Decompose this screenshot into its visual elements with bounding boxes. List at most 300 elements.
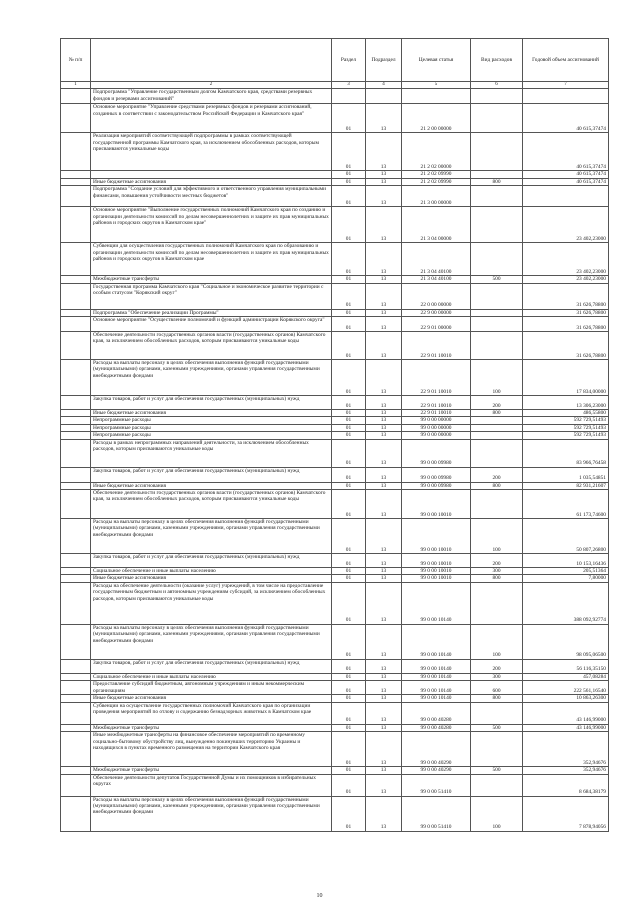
table-row xyxy=(61,659,609,673)
table-row xyxy=(61,133,609,171)
row-podrazdel: 13 xyxy=(366,659,402,673)
table-row xyxy=(61,439,609,467)
row-podrazdel: 13 xyxy=(366,681,402,695)
row-expense-type: 800 xyxy=(471,575,523,582)
row-sum: 31 626,78800 xyxy=(523,332,609,360)
row-number xyxy=(61,673,91,680)
row-razdel: 01 xyxy=(332,424,366,431)
row-razdel: 01 xyxy=(332,133,366,171)
row-target-article: 21 2 00 00000 xyxy=(402,104,471,133)
row-sum: 7,80000 xyxy=(523,575,609,582)
row-podrazdel: 13 xyxy=(366,133,402,171)
table-row xyxy=(61,186,609,207)
row-name: Иные бюджетные ассигнования xyxy=(91,410,332,417)
row-expense-type xyxy=(471,732,523,767)
col-number: 3 xyxy=(332,82,366,89)
row-expense-type: 200 xyxy=(471,396,523,410)
row-razdel: 01 xyxy=(332,186,366,207)
row-number xyxy=(61,582,91,624)
row-target-article: 22 9 01 10010 xyxy=(402,332,471,360)
row-expense-type xyxy=(471,207,523,243)
row-number xyxy=(61,207,91,243)
row-name: Непрограммные расходы xyxy=(91,424,332,431)
row-expense-type: 300 xyxy=(471,673,523,680)
row-number xyxy=(61,568,91,575)
row-name: Расходы на обеспечение деятельности (оказание услуг) учреждений, в том числе на предоставление государственным бюджетным и автономным учреждениям субсидий, за исключением обособленных расходов, которым присваиваются уникальные коды xyxy=(91,582,332,624)
row-target-article: 99 0 00 10010 xyxy=(402,490,471,519)
row-expense-type: 800 xyxy=(471,695,523,702)
row-razdel: 01 xyxy=(332,104,366,133)
row-name: Обеспечение деятельности государственных органов власти (государственных органов) Камчатского края, за исключением обособленных расходов, которым присваиваются уникальные коды xyxy=(91,332,332,360)
row-name: Межбюджетные трансферты xyxy=(91,767,332,774)
row-expense-type: 300 xyxy=(471,568,523,575)
row-name: Расходы на выплаты персоналу в целях обеспечения выполнения функций государственными (муниципальными) органами, казенными учреждениями, органами управления государственными внебюджетными фондами xyxy=(91,519,332,554)
row-target-article: 99 0 00 40290 xyxy=(402,767,471,774)
row-name: Непрограммные расходы xyxy=(91,432,332,439)
row-number xyxy=(61,774,91,796)
row-name: Субвенции для осуществления государственных полномочий Камчатского края по образованию и организации деятельности комиссий по делам несовершеннолетних и защите их прав муниципальных районов и городских округов в Камчатском крае xyxy=(91,243,332,276)
row-sum: 10 863,26300 xyxy=(523,695,609,702)
row-target-article: 21 2 02 09990 xyxy=(402,178,471,185)
table-row xyxy=(61,360,609,396)
row-target-article: 22 0 00 00000 xyxy=(402,283,471,309)
row-target-article: 99 0 00 09980 xyxy=(402,467,471,482)
row-name: Основное мероприятие "Выполнение государственных полномочий Камчатского края по созданию и организации деятельности комиссий по делам несовершеннолетних и защите их прав муниципальных районов и городских округов в Камчатском крае" xyxy=(91,207,332,243)
row-expense-type: 800 xyxy=(471,178,523,185)
row-sum: 98 095,06500 xyxy=(523,624,609,659)
row-target-article: 21 2 02 09990 xyxy=(402,171,471,178)
row-podrazdel: 13 xyxy=(366,410,402,417)
row-expense-type xyxy=(471,417,523,424)
header-podrazdel: Подраздел xyxy=(366,39,402,82)
row-sum: 40 615,37474 xyxy=(523,133,609,171)
row-number xyxy=(61,681,91,695)
row-number xyxy=(61,332,91,360)
table-row xyxy=(61,582,609,624)
row-razdel: 01 xyxy=(332,582,366,624)
row-name: Социальное обеспечение и иные выплаты населению xyxy=(91,568,332,575)
row-podrazdel: 13 xyxy=(366,695,402,702)
row-sum: 592 729,51493 xyxy=(523,417,609,424)
row-expense-type xyxy=(471,186,523,207)
row-razdel: 01 xyxy=(332,276,366,283)
row-razdel: 01 xyxy=(332,774,366,796)
row-podrazdel: 13 xyxy=(366,673,402,680)
row-number xyxy=(61,178,91,185)
table-row xyxy=(61,732,609,767)
row-razdel: 01 xyxy=(332,490,366,519)
row-sum: 352,94676 xyxy=(523,732,609,767)
row-podrazdel: 13 xyxy=(366,332,402,360)
table-row xyxy=(61,417,609,424)
row-sum: 43 146,99000 xyxy=(523,702,609,724)
table-row xyxy=(61,317,609,332)
row-podrazdel: 13 xyxy=(366,490,402,519)
table-body xyxy=(61,89,609,831)
table-row xyxy=(61,796,609,831)
row-expense-type xyxy=(471,309,523,316)
row-expense-type xyxy=(471,283,523,309)
row-podrazdel: 13 xyxy=(366,724,402,731)
table-row xyxy=(61,490,609,519)
row-number xyxy=(61,89,91,104)
row-expense-type xyxy=(471,243,523,276)
row-target-article: 99 0 00 09980 xyxy=(402,439,471,467)
row-podrazdel: 13 xyxy=(366,432,402,439)
table-row xyxy=(61,624,609,659)
row-razdel: 01 xyxy=(332,482,366,489)
row-razdel: 01 xyxy=(332,171,366,178)
row-sum: 31 626,78800 xyxy=(523,283,609,309)
row-podrazdel: 13 xyxy=(366,186,402,207)
row-sum: 61 173,74600 xyxy=(523,490,609,519)
row-name: Государственная программа Камчатского края "Социальное и экономическое развитие территории с особым статусом "Корякский округ" xyxy=(91,283,332,309)
row-number xyxy=(61,467,91,482)
row-razdel: 01 xyxy=(332,681,366,695)
row-sum: 40 615,37474 xyxy=(523,104,609,133)
row-target-article: 99 0 00 10010 xyxy=(402,519,471,554)
row-razdel: 01 xyxy=(332,309,366,316)
row-sum: 83 966,76458 xyxy=(523,439,609,467)
table-row xyxy=(61,673,609,680)
row-target-article: 99 0 00 10140 xyxy=(402,681,471,695)
row-podrazdel: 13 xyxy=(366,243,402,276)
row-sum: 10 153,16436 xyxy=(523,554,609,568)
row-podrazdel: 13 xyxy=(366,575,402,582)
col-number: 4 xyxy=(366,82,402,89)
row-name: Иные бюджетные ассигнования xyxy=(91,178,332,185)
row-razdel: 01 xyxy=(332,396,366,410)
row-sum: 50 807,26800 xyxy=(523,519,609,554)
row-razdel: 01 xyxy=(332,624,366,659)
row-target-article: 99 0 00 10140 xyxy=(402,695,471,702)
row-number xyxy=(61,554,91,568)
row-podrazdel: 13 xyxy=(366,276,402,283)
row-sum: 205,51364 xyxy=(523,568,609,575)
row-number xyxy=(61,186,91,207)
row-target-article: 21 3 04 40100 xyxy=(402,276,471,283)
row-number xyxy=(61,171,91,178)
row-razdel: 01 xyxy=(332,695,366,702)
row-expense-type: 100 xyxy=(471,796,523,831)
header-name xyxy=(91,39,332,82)
row-razdel: 01 xyxy=(332,568,366,575)
row-name: Иные бюджетные ассигнования xyxy=(91,695,332,702)
row-name: Закупка товаров, работ и услуг для обеспечения государственных (муниципальных) нужд xyxy=(91,659,332,673)
table-row xyxy=(61,207,609,243)
row-name: Основное мероприятие "Осуществление полномочий и функций администрации Корякского округа" xyxy=(91,317,332,332)
row-razdel: 01 xyxy=(332,659,366,673)
row-expense-type: 100 xyxy=(471,519,523,554)
table-row xyxy=(61,396,609,410)
row-razdel: 01 xyxy=(332,207,366,243)
row-razdel: 01 xyxy=(332,767,366,774)
row-podrazdel: 13 xyxy=(366,519,402,554)
header-annual-sum: Годовой объем ассигнований xyxy=(523,39,609,82)
row-expense-type xyxy=(471,317,523,332)
header-razdel: Раздел xyxy=(332,39,366,82)
row-podrazdel: 13 xyxy=(366,796,402,831)
row-target-article: 99 0 00 00000 xyxy=(402,417,471,424)
row-expense-type: 200 xyxy=(471,554,523,568)
row-expense-type xyxy=(471,439,523,467)
row-expense-type xyxy=(471,774,523,796)
row-name: Расходы в рамках непрограммных направлений деятельности, за исключением обособленных расходов, которым присваиваются уникальные коды xyxy=(91,439,332,467)
row-name: Субвенции на осуществление государственных полномочий Камчатского края по организации проведения мероприятий по отлову и содержанию безнадзорных животных в Камчатском крае xyxy=(91,702,332,724)
row-target-article: 99 0 00 09980 xyxy=(402,482,471,489)
row-razdel: 01 xyxy=(332,410,366,417)
row-target-article: 99 0 00 00000 xyxy=(402,424,471,431)
row-number xyxy=(61,396,91,410)
row-target-article: 99 0 00 51410 xyxy=(402,774,471,796)
row-razdel: 01 xyxy=(332,439,366,467)
row-sum: 40 615,37474 xyxy=(523,171,609,178)
row-podrazdel: 13 xyxy=(366,568,402,575)
row-razdel: 01 xyxy=(332,732,366,767)
row-sum: 23 402,23000 xyxy=(523,276,609,283)
row-number xyxy=(61,133,91,171)
row-expense-type xyxy=(471,582,523,624)
row-number xyxy=(61,796,91,831)
col-number: 1 xyxy=(61,82,91,89)
row-name: Непрограммные расходы xyxy=(91,417,332,424)
row-podrazdel xyxy=(366,89,402,104)
table-row xyxy=(61,243,609,276)
row-number xyxy=(61,732,91,767)
row-sum: 31 626,78800 xyxy=(523,317,609,332)
row-name: Подпрограмма "Создание условий для эффективного и ответственного управления муниципальными финансами, повышения устойчивости местных бюджетов" xyxy=(91,186,332,207)
col-number: 2 xyxy=(91,82,332,89)
row-sum: 23 402,23000 xyxy=(523,243,609,276)
row-target-article: 22 9 01 10010 xyxy=(402,360,471,396)
row-razdel: 01 xyxy=(332,575,366,582)
row-number xyxy=(61,482,91,489)
header-expense-type: Вид расходов xyxy=(471,39,523,82)
row-podrazdel: 13 xyxy=(366,702,402,724)
row-name: Реализация мероприятий соответствующей подпрограммы в рамках соответствующей государственной программы Камчатского края, за исключением обособленных расходов, которым присваиваются уникальные коды xyxy=(91,133,332,171)
row-number xyxy=(61,317,91,332)
row-sum: 13 306,23000 xyxy=(523,396,609,410)
row-razdel: 01 xyxy=(332,673,366,680)
row-name: Обеспечение деятельности депутатов Государственной Думы и их помощников в избирательных округах xyxy=(91,774,332,796)
row-number xyxy=(61,624,91,659)
table-row xyxy=(61,681,609,695)
row-name: Обеспечение деятельности государственных органов власти (государственных органов) Камчатского края, за исключением обособленных расходов, которым присваиваются уникальные коды xyxy=(91,490,332,519)
row-podrazdel: 13 xyxy=(366,482,402,489)
row-target-article: 21 2 02 00000 xyxy=(402,133,471,171)
row-target-article: 99 0 00 10140 xyxy=(402,673,471,680)
table-row xyxy=(61,575,609,582)
row-razdel: 01 xyxy=(332,519,366,554)
row-name: Расходы на выплаты персоналу в целях обеспечения выполнения функций государственными (муниципальными) органами, казенными учреждениями, органами управления государственными внебюджетными фондами xyxy=(91,624,332,659)
budget-table-container xyxy=(60,38,608,832)
row-target-article: 99 0 00 40290 xyxy=(402,732,471,767)
row-sum: 31 626,78800 xyxy=(523,309,609,316)
table-row xyxy=(61,695,609,702)
row-number xyxy=(61,410,91,417)
row-target-article: 22 9 01 00000 xyxy=(402,317,471,332)
row-number xyxy=(61,519,91,554)
row-target-article: 99 0 00 10010 xyxy=(402,568,471,575)
row-name xyxy=(91,171,332,178)
row-podrazdel: 13 xyxy=(366,309,402,316)
row-razdel: 01 xyxy=(332,332,366,360)
row-number xyxy=(61,724,91,731)
row-target-article: 99 0 00 10010 xyxy=(402,554,471,568)
row-expense-type xyxy=(471,490,523,519)
row-name: Расходы на выплаты персоналу в целях обеспечения выполнения функций государственными (муниципальными) органами, казенными учреждениями, органами управления государственными внебюджетными фондами xyxy=(91,796,332,831)
row-podrazdel: 13 xyxy=(366,171,402,178)
row-expense-type xyxy=(471,89,523,104)
row-target-article xyxy=(402,89,471,104)
row-sum: 82 931,21607 xyxy=(523,482,609,489)
row-expense-type xyxy=(471,133,523,171)
table-row xyxy=(61,519,609,554)
row-target-article: 99 0 00 40280 xyxy=(402,724,471,731)
row-target-article: 22 9 00 00000 xyxy=(402,309,471,316)
row-expense-type: 200 xyxy=(471,659,523,673)
page-number: 10 xyxy=(316,893,323,899)
row-number xyxy=(61,283,91,309)
row-sum: 592 729,51493 xyxy=(523,432,609,439)
row-podrazdel: 13 xyxy=(366,582,402,624)
row-target-article: 22 9 01 10010 xyxy=(402,410,471,417)
row-podrazdel: 13 xyxy=(366,767,402,774)
row-number xyxy=(61,439,91,467)
row-razdel xyxy=(332,89,366,104)
col-number: 6 xyxy=(471,82,523,89)
row-razdel: 01 xyxy=(332,724,366,731)
table-row xyxy=(61,332,609,360)
row-expense-type: 500 xyxy=(471,276,523,283)
row-target-article: 21 3 04 40100 xyxy=(402,243,471,276)
row-podrazdel: 13 xyxy=(366,396,402,410)
row-podrazdel: 13 xyxy=(366,554,402,568)
row-number xyxy=(61,424,91,431)
row-name: Закупка товаров, работ и услуг для обеспечения государственных (муниципальных) нужд xyxy=(91,554,332,568)
table-header xyxy=(61,39,609,89)
table-row xyxy=(61,410,609,417)
row-podrazdel: 13 xyxy=(366,317,402,332)
row-podrazdel: 13 xyxy=(366,207,402,243)
row-target-article: 99 0 00 10140 xyxy=(402,659,471,673)
table-row xyxy=(61,178,609,185)
row-podrazdel: 13 xyxy=(366,439,402,467)
row-name: Иные бюджетные ассигнования xyxy=(91,482,332,489)
row-podrazdel: 13 xyxy=(366,467,402,482)
row-razdel: 01 xyxy=(332,360,366,396)
row-target-article: 22 9 01 10010 xyxy=(402,396,471,410)
row-expense-type xyxy=(471,424,523,431)
row-number xyxy=(61,417,91,424)
table-row xyxy=(61,309,609,316)
row-podrazdel: 13 xyxy=(366,732,402,767)
table-row xyxy=(61,467,609,482)
row-razdel: 01 xyxy=(332,467,366,482)
row-name: Социальное обеспечение и иные выплаты населению xyxy=(91,673,332,680)
row-name: Закупка товаров, работ и услуг для обеспечения государственных (муниципальных) нужд xyxy=(91,467,332,482)
row-razdel: 01 xyxy=(332,554,366,568)
row-sum: 23 402,23000 xyxy=(523,207,609,243)
col-number: 7 xyxy=(523,82,609,89)
row-podrazdel: 13 xyxy=(366,424,402,431)
table-row xyxy=(61,89,609,104)
row-sum xyxy=(523,186,609,207)
row-number xyxy=(61,702,91,724)
row-sum: 1 035,54851 xyxy=(523,467,609,482)
row-sum: 486,55800 xyxy=(523,410,609,417)
column-numbers-row xyxy=(61,82,609,89)
row-number xyxy=(61,767,91,774)
row-name: Подпрограмма "Обеспечение реализации Программы" xyxy=(91,309,332,316)
row-target-article: 99 0 00 10010 xyxy=(402,575,471,582)
row-target-article: 99 0 00 51410 xyxy=(402,796,471,831)
row-sum: 43 146,99000 xyxy=(523,724,609,731)
row-name: Предоставление субсидий бюджетным, автономным учреждениям и иным некоммерческим организациям xyxy=(91,681,332,695)
table-row xyxy=(61,104,609,133)
row-sum: 457,08284 xyxy=(523,673,609,680)
row-expense-type: 200 xyxy=(471,467,523,482)
row-expense-type xyxy=(471,104,523,133)
row-name: Иные межбюджетные трансферты на финансовое обеспечение мероприятий по временному социально-бытовому обустройству лиц, вынужденно покинувших территорию Украины и находящихся в пунктах временного размещения на территории Камчатского края xyxy=(91,732,332,767)
row-target-article: 99 0 00 00000 xyxy=(402,432,471,439)
col-number: 5 xyxy=(402,82,471,89)
row-name: Основное мероприятие "Управление средствами резервных фондов и резервами ассигнований, созданных в соответствии с законодательством Российской Федерации и Камчатского края" xyxy=(91,104,332,133)
row-number xyxy=(61,276,91,283)
row-target-article: 99 0 00 40280 xyxy=(402,702,471,724)
row-razdel: 01 xyxy=(332,702,366,724)
row-razdel: 01 xyxy=(332,417,366,424)
row-name: Подпрограмма "Управление государственным долгом Камчатского края, средствами резервных фондов и резервами ассигнований" xyxy=(91,89,332,104)
row-name: Закупка товаров, работ и услуг для обеспечения государственных (муниципальных) нужд xyxy=(91,396,332,410)
row-razdel: 01 xyxy=(332,178,366,185)
row-number xyxy=(61,104,91,133)
row-expense-type: 800 xyxy=(471,482,523,489)
row-podrazdel: 13 xyxy=(366,417,402,424)
table-row xyxy=(61,724,609,731)
row-expense-type xyxy=(471,332,523,360)
row-number xyxy=(61,243,91,276)
row-sum: 40 615,37474 xyxy=(523,178,609,185)
row-target-article: 21 3 04 00000 xyxy=(402,207,471,243)
row-name: Расходы на выплаты персоналу в целях обеспечения выполнения функций государственными (муниципальными) органами, казенными учреждениями, органами управления государственными внебюджетными фондами xyxy=(91,360,332,396)
header-n: № п/п xyxy=(61,39,91,82)
row-podrazdel: 13 xyxy=(366,624,402,659)
row-expense-type: 600 xyxy=(471,681,523,695)
row-expense-type xyxy=(471,702,523,724)
row-sum: 17 834,00000 xyxy=(523,360,609,396)
row-podrazdel: 13 xyxy=(366,774,402,796)
row-number xyxy=(61,360,91,396)
row-podrazdel: 13 xyxy=(366,360,402,396)
row-sum: 222 561,16540 xyxy=(523,681,609,695)
table-row xyxy=(61,171,609,178)
row-sum: 56 116,35150 xyxy=(523,659,609,673)
row-expense-type: 800 xyxy=(471,410,523,417)
table-row xyxy=(61,568,609,575)
table-row xyxy=(61,767,609,774)
row-name: Межбюджетные трансферты xyxy=(91,724,332,731)
table-row xyxy=(61,774,609,796)
row-number xyxy=(61,575,91,582)
row-expense-type: 100 xyxy=(471,624,523,659)
row-number xyxy=(61,659,91,673)
header-target-article: Целевая статья xyxy=(402,39,471,82)
row-number xyxy=(61,309,91,316)
table-row xyxy=(61,432,609,439)
row-expense-type xyxy=(471,432,523,439)
row-razdel: 01 xyxy=(332,283,366,309)
